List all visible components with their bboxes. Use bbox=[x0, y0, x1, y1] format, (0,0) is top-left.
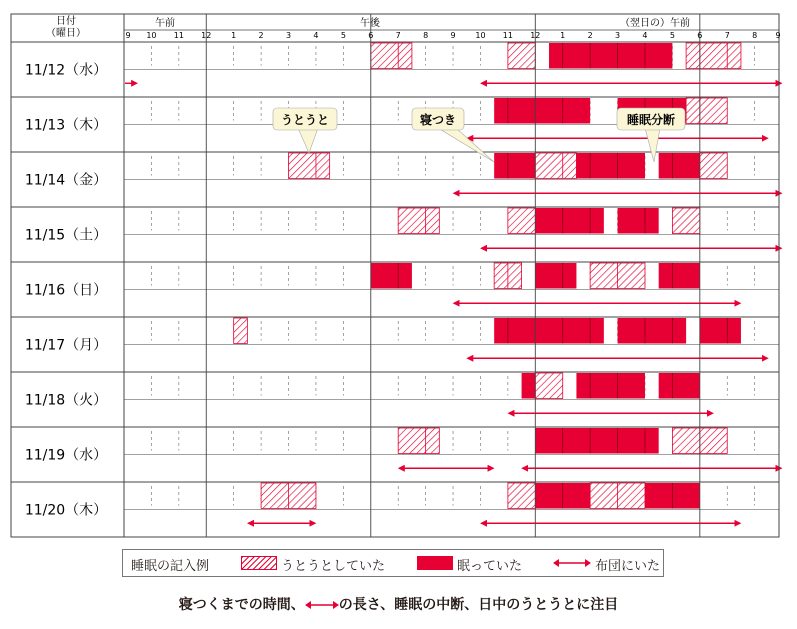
callout-doze bbox=[273, 108, 337, 153]
day-label: 11/18（火） bbox=[24, 392, 108, 409]
day-label: 11/15（土） bbox=[24, 227, 108, 244]
doze-bar bbox=[672, 208, 699, 234]
sleep-bar bbox=[618, 318, 687, 344]
legend-title: 睡眠の記入例 bbox=[131, 559, 210, 574]
date-column-header: 日付 bbox=[56, 16, 76, 27]
hour-tick-label: 3 bbox=[285, 31, 292, 40]
sleep-bar bbox=[371, 263, 412, 289]
hour-tick-label: 12 bbox=[530, 31, 541, 40]
callout-doze-pointer bbox=[298, 128, 318, 153]
callout-sleep-onset bbox=[412, 108, 494, 162]
day-label: 11/13（木） bbox=[24, 117, 108, 134]
legend-sleep-swatch bbox=[417, 556, 453, 570]
weekday-column-header: （曜日） bbox=[46, 28, 86, 39]
sleep-bar bbox=[494, 98, 590, 124]
sleep-bar bbox=[618, 208, 659, 234]
callout-fragmented-text: 睡眠分断 bbox=[626, 113, 676, 127]
hour-tick-label: 8 bbox=[423, 31, 429, 40]
legend bbox=[122, 549, 664, 577]
hour-tick-label: 1 bbox=[560, 31, 566, 40]
doze-bar bbox=[686, 98, 727, 124]
am-header: 午前 bbox=[155, 18, 175, 29]
hour-tick-label: 10 bbox=[475, 31, 486, 40]
doze-bar bbox=[234, 318, 248, 344]
sleep-bar bbox=[659, 263, 700, 289]
doze-bar bbox=[508, 208, 535, 234]
sleep-bar bbox=[659, 153, 700, 179]
day-label: 11/19（水） bbox=[24, 447, 108, 464]
doze-bar bbox=[700, 153, 727, 179]
sleep-bar bbox=[549, 43, 672, 69]
day-label: 11/14（金） bbox=[24, 172, 108, 189]
callout-sleep-onset-text: 寝つき bbox=[419, 113, 457, 127]
double-arrow-icon bbox=[305, 599, 339, 611]
footer-note-part2: の長さ、睡眠の中断、日中のうとうとに注目 bbox=[338, 597, 619, 613]
hour-tick-label: 4 bbox=[313, 31, 319, 40]
doze-bar bbox=[686, 43, 741, 69]
hour-tick-label: 2 bbox=[258, 31, 264, 40]
hour-tick-label: 8 bbox=[752, 31, 758, 40]
next-am-header: （翌日の）午前 bbox=[620, 18, 690, 29]
callout-sleep-onset-pointer bbox=[438, 128, 494, 162]
sleep-bar bbox=[700, 318, 741, 344]
callout-doze-text: うとうと bbox=[280, 113, 330, 127]
sleep-bar bbox=[522, 373, 536, 399]
legend-doze-label: うとうとしていた bbox=[281, 559, 386, 574]
doze-bar bbox=[508, 483, 535, 509]
sleep-bar bbox=[576, 373, 645, 399]
sleep-bar bbox=[535, 208, 604, 234]
footer-note-part1: 寝つくまでの時間、 bbox=[178, 597, 305, 613]
doze-bar bbox=[398, 428, 439, 454]
hour-tick-label: 5 bbox=[669, 31, 675, 40]
day-label: 11/17（月） bbox=[24, 337, 108, 354]
hour-tick-label: 12 bbox=[201, 31, 212, 40]
sleep-bar bbox=[659, 373, 700, 399]
doze-bar bbox=[398, 208, 439, 234]
doze-bar bbox=[535, 373, 562, 399]
hour-tick-label: 11 bbox=[502, 31, 513, 40]
legend-sleep-label: 眠っていた bbox=[457, 559, 523, 574]
hour-tick-label: 2 bbox=[587, 31, 593, 40]
sleep-bar bbox=[535, 428, 658, 454]
doze-bar bbox=[371, 43, 412, 69]
day-label: 11/16（日） bbox=[24, 282, 108, 299]
hour-tick-label: 9 bbox=[125, 31, 131, 40]
sleep-bar bbox=[494, 153, 535, 179]
hour-tick-label: 1 bbox=[231, 31, 237, 40]
hour-tick-label: 7 bbox=[395, 31, 401, 40]
hour-tick-label: 11 bbox=[173, 31, 184, 40]
legend-bed-label: 布団にいた bbox=[595, 559, 661, 574]
footer-note bbox=[0, 594, 797, 614]
pm-header: 午後 bbox=[360, 18, 380, 29]
legend-doze-swatch bbox=[241, 556, 277, 570]
hour-tick-label: 10 bbox=[146, 31, 157, 40]
day-label: 11/20（木） bbox=[24, 502, 108, 519]
doze-bar bbox=[508, 43, 535, 69]
day-label: 11/12（水） bbox=[24, 62, 108, 79]
doze-bar bbox=[535, 153, 576, 179]
sleep-bar bbox=[576, 153, 645, 179]
callout-fragmented-pointer bbox=[645, 128, 660, 162]
hour-tick-label: 5 bbox=[340, 31, 346, 40]
hour-tick-label: 3 bbox=[615, 31, 621, 40]
doze-bar bbox=[289, 153, 330, 179]
sleep-bar bbox=[494, 318, 604, 344]
hour-tick-label: 9 bbox=[450, 31, 456, 40]
hour-tick-label: 9 bbox=[775, 31, 781, 40]
hour-tick-label: 6 bbox=[368, 31, 374, 40]
sleep-bar bbox=[535, 263, 576, 289]
hour-tick-label: 7 bbox=[724, 31, 730, 40]
hour-tick-label: 4 bbox=[642, 31, 648, 40]
hour-tick-label: 6 bbox=[697, 31, 703, 40]
legend-bed-arrow-icon bbox=[553, 557, 591, 569]
